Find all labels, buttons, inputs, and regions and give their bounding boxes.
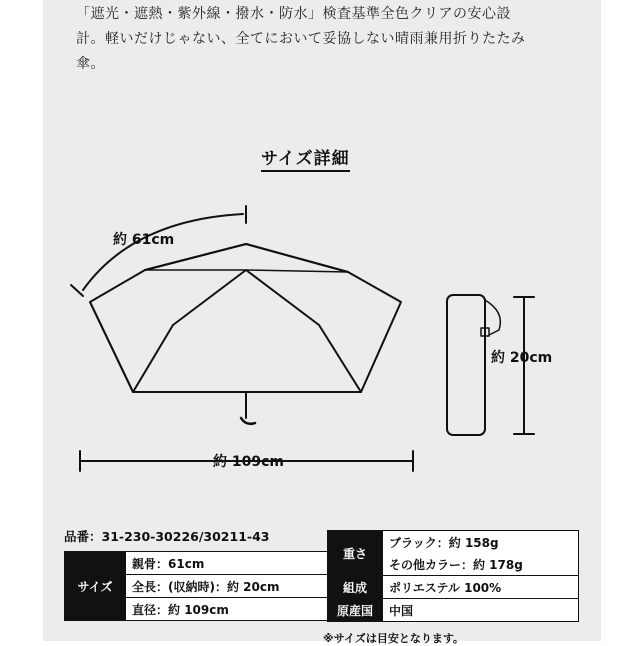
size-table-header: サイズ [65, 552, 126, 621]
row-label: 親骨： [132, 556, 169, 571]
row-value: 約 20cm [226, 579, 280, 594]
rib-length-label: 約 61cm [113, 232, 175, 248]
size-table [64, 551, 328, 621]
intro-line: 「遮光・遮熱・紫外線・撥水・防水」検査基準全色クリアの安心設 [76, 6, 511, 22]
size-row-length [126, 575, 328, 598]
section-title: サイズ詳細 [261, 144, 350, 172]
origin-header: 原産国 [328, 599, 383, 622]
model-number: 品番：31-230-30226/30211-43 [64, 529, 270, 544]
row-label: 全長：(収納時)： [132, 579, 227, 594]
weight-other: その他カラー：約 178g [383, 553, 579, 576]
diameter-label: 約 109cm [213, 454, 284, 470]
material-value: ポリエステル 100% [383, 576, 579, 599]
row-value: 約 109cm [168, 602, 229, 617]
product-detail-panel [43, 0, 601, 645]
open-umbrella-illustration [90, 244, 401, 424]
size-note: ※サイズは目安となります。 [323, 632, 464, 645]
spec-table [327, 530, 579, 622]
origin-value: 中国 [383, 599, 579, 622]
row-value: 61cm [168, 556, 205, 571]
material-header: 組成 [328, 576, 383, 599]
row-label: 直径： [132, 602, 169, 617]
folded-length-label: 約 20cm [491, 350, 553, 366]
size-row-diameter [126, 598, 328, 621]
intro-line: 計。軽いだけじゃない、全てにおいて妥協しない晴雨兼用折りたたみ [76, 31, 526, 47]
intro-line: 傘。 [76, 56, 105, 72]
size-row-rib [126, 552, 328, 575]
weight-header: 重さ [328, 531, 383, 576]
weight-black: ブラック：約 158g [383, 531, 579, 554]
